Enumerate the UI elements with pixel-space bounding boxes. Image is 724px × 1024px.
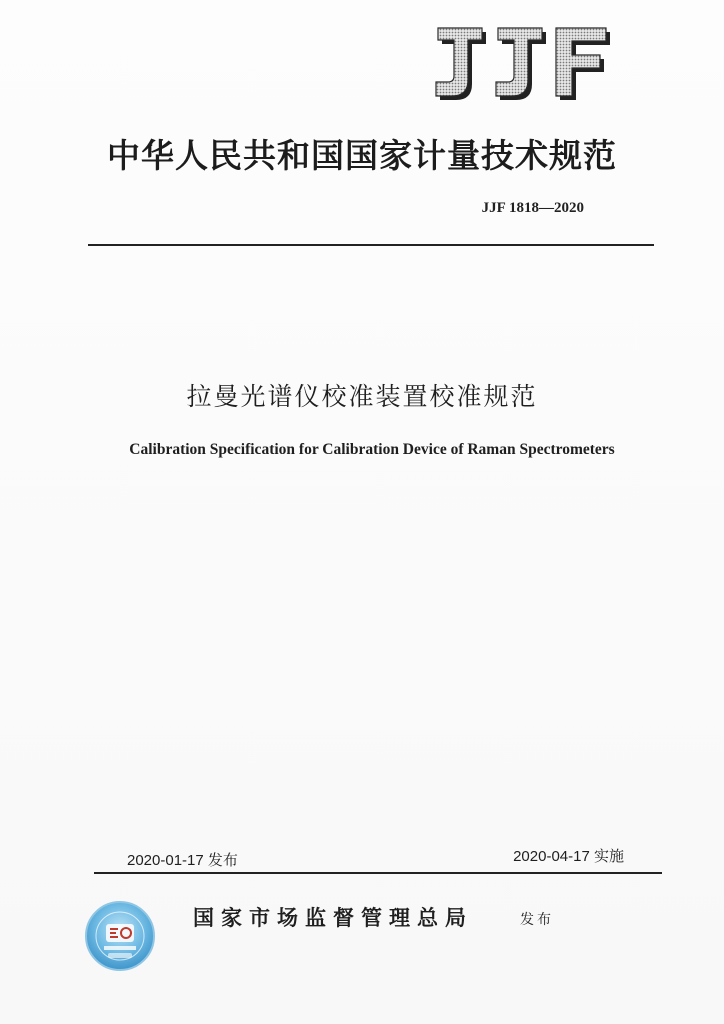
jjf-logo-icon <box>424 22 612 102</box>
standard-category-title: 中华人民共和国国家计量技术规范 <box>107 136 617 175</box>
publish-label: 发布 <box>520 912 554 928</box>
publisher-name: 国家市场监督管理总局 <box>193 906 473 930</box>
anti-counterfeit-seal-icon <box>84 900 156 972</box>
issue-date: 2020-01-17 发布 <box>127 852 238 869</box>
implementation-date: 2020-04-17 实施 <box>513 848 624 865</box>
document-title-en: Calibration Specification for Calibration Device of Raman Spectrometers <box>129 441 615 458</box>
document-title-cn: 拉曼光谱仪校准装置校准规范 <box>186 382 538 411</box>
bottom-divider <box>94 872 662 874</box>
top-divider <box>88 244 654 246</box>
standard-code: JJF 1818—2020 <box>481 200 584 216</box>
